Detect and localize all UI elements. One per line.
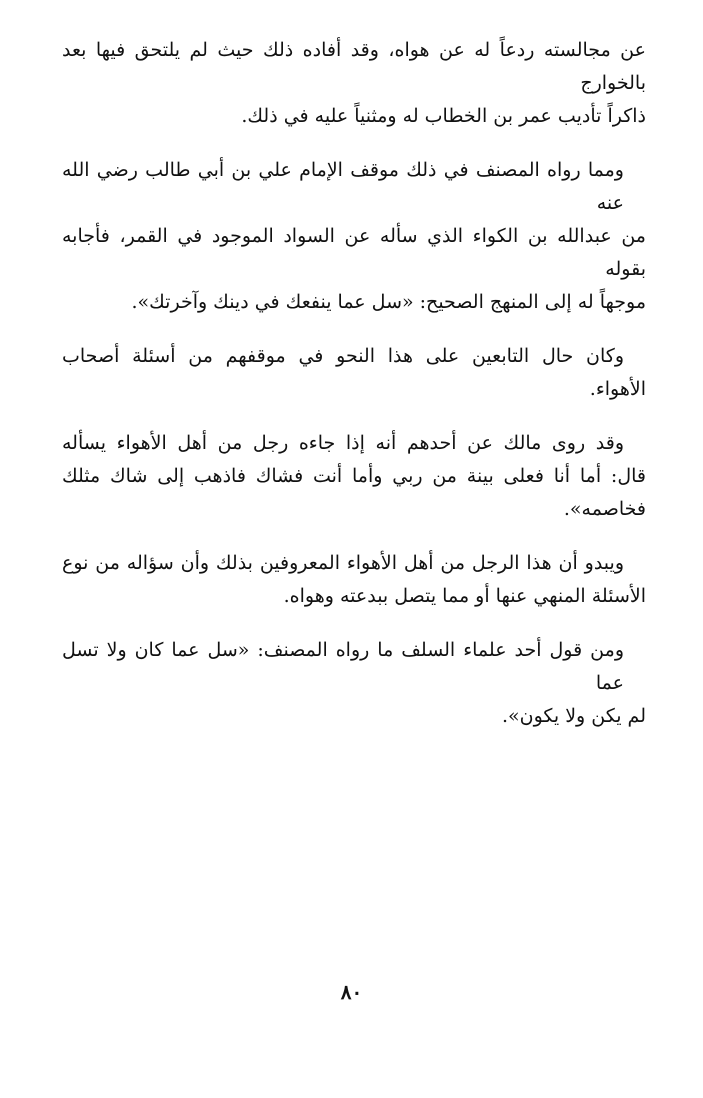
paragraph-line: الأهواء. [589, 378, 646, 400]
paragraph-line: لم يكن ولا يكون». [501, 705, 646, 727]
paragraph-line: ذاكراً تأديب عمر بن الخطاب له ومثنياً عليه في ذلك. [241, 105, 646, 127]
paragraph-4 [62, 427, 646, 526]
paragraph-line: ويبدو أن هذا الرجل من أهل الأهواء المعروفين بذلك وأن سؤاله من نوع [62, 552, 624, 574]
paragraph-line: من عبدالله بن الكواء الذي سأله عن السواد الموجود في القمر، فأجابه بقوله [62, 225, 646, 280]
paragraph-line: الأسئلة المنهي عنها أو مما يتصل ببدعته وهواه. [283, 585, 646, 607]
paragraph-line: عن مجالسته ردعاً له عن هواه، وقد أفاده ذلك حيث لم يلتحق فيها بعد بالخوارج [62, 39, 646, 94]
paragraph-line: فخاصمه». [563, 498, 646, 520]
paragraph-2 [62, 154, 646, 319]
paragraph-line: ومن قول أحد علماء السلف ما رواه المصنف: «سل عما كان ولا تسل عما [62, 639, 624, 694]
page-body [62, 34, 646, 754]
paragraph-line: ومما رواه المصنف في ذلك موقف الإمام علي بن أبي طالب رضي الله عنه [62, 159, 624, 214]
paragraph-line: وكان حال التابعين على هذا النحو في موقفهم من أسئلة أصحاب [62, 345, 624, 367]
paragraph-1 [62, 34, 646, 133]
paragraph-6 [62, 634, 646, 733]
paragraph-line: وقد روى مالك عن أحدهم أنه إذا جاءه رجل من أهل الأهواء يسأله [62, 432, 624, 454]
paragraph-line: موجهاً له إلى المنهج الصحيح: «سل عما ينفعك في دينك وآخرتك». [131, 291, 646, 313]
paragraph-5 [62, 547, 646, 613]
paragraph-3 [62, 340, 646, 406]
page-number: ٨٠ [340, 980, 363, 1004]
paragraph-line: قال: أما أنا فعلى بينة من ربي وأما أنت فشاك فاذهب إلى شاك مثلك [62, 465, 646, 487]
